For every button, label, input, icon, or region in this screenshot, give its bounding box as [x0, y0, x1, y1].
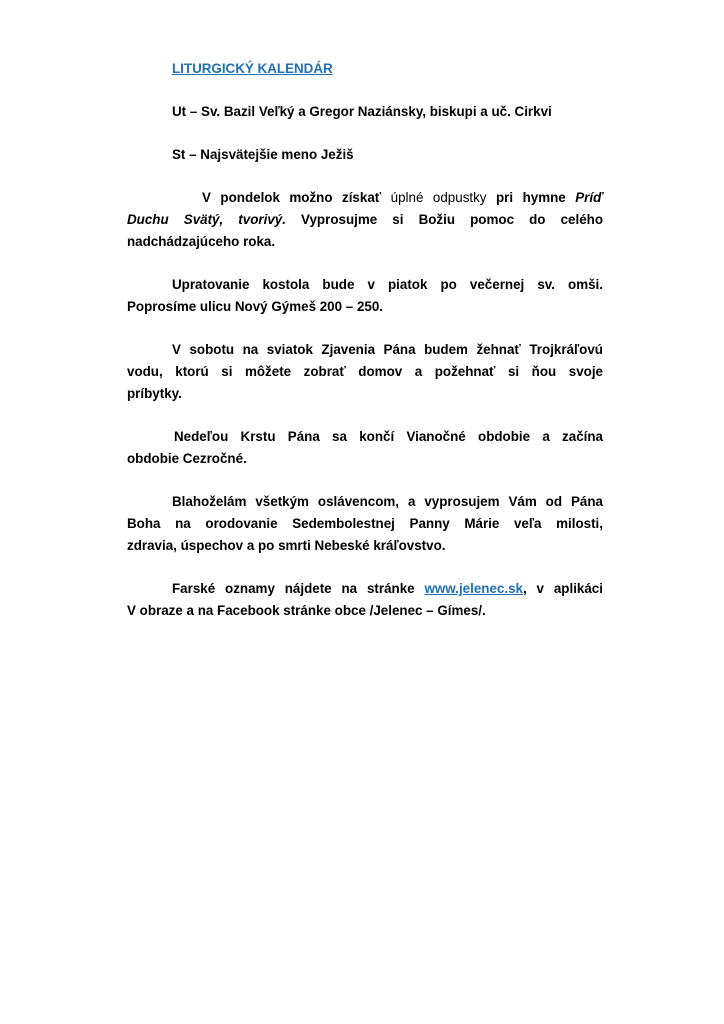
calendar-entry-tuesday: Ut – Sv. Bazil Veľký a Gregor Naziánsky, biskupi a uč. Cirkvi	[172, 104, 552, 119]
calendar-entry-wednesday: St – Najsvätejšie meno Ježiš	[172, 147, 354, 162]
paragraph-church-cleaning	[127, 274, 603, 318]
cleaning-line-1: Upratovanie kostola bude v piatok po večernej sv. omši.	[172, 277, 603, 292]
indulgence-hymn-end: Duchu Svätý, tvorivý.	[127, 212, 286, 227]
indulgence-text-g: nadchádzajúceho roka.	[127, 234, 276, 249]
paragraph-congratulations	[127, 491, 603, 557]
announcements-body	[127, 58, 603, 643]
congrats-line-3: zdravia, úspechov a po smrti Nebeské kráľovstvo.	[127, 538, 446, 553]
parish-website-link[interactable]: www.jelenec.sk	[424, 581, 523, 596]
announcements-text-a: Farské oznamy nájdete na stránke	[172, 581, 425, 596]
paragraph-baptism-of-lord	[127, 426, 603, 470]
indulgence-text-c: pri hymne	[495, 190, 576, 205]
announcements-text-b: , v aplikáci	[522, 581, 603, 596]
baptism-line-2: obdobie Cezročné.	[127, 451, 247, 466]
paragraph-parish-announcements	[127, 578, 603, 622]
liturgical-calendar-heading: LITURGICKÝ KALENDÁR	[172, 61, 333, 76]
congrats-line-1: Blahoželám všetkým oslávencom, a vyprosujem Vám od Pána	[172, 494, 603, 509]
baptism-line-1: Nedeľou Krstu Pána sa končí Vianočné obdobie a začína	[174, 429, 603, 444]
congrats-line-2: Boha na orodovanie Sedembolestnej Panny Márie veľa milosti,	[127, 516, 603, 531]
indulgence-hymn-start: Príď	[575, 190, 603, 205]
paragraph-indulgence	[127, 187, 603, 253]
paragraph-epiphany	[127, 339, 603, 405]
cleaning-line-2: Poprosíme ulicu Nový Gýmeš 200 – 250.	[127, 299, 384, 314]
indulgence-text-b: úplné odpustky	[381, 190, 496, 205]
epiphany-line-2: vodu, ktorú si môžete zobrať domov a požehnať si ňou svoje	[127, 364, 603, 379]
epiphany-line-1: V sobotu na sviatok Zjavenia Pána budem žehnať Trojkráľovú	[172, 342, 603, 357]
indulgence-text-f: Vyprosujme si Božiu pomoc do celého	[285, 212, 603, 227]
announcements-line-2: V obraze a na Facebook stránke obce /Jelenec – Gímes/.	[127, 603, 486, 618]
epiphany-line-3: príbytky.	[127, 386, 182, 401]
indulgence-text-a: V pondelok možno získať	[202, 190, 382, 205]
